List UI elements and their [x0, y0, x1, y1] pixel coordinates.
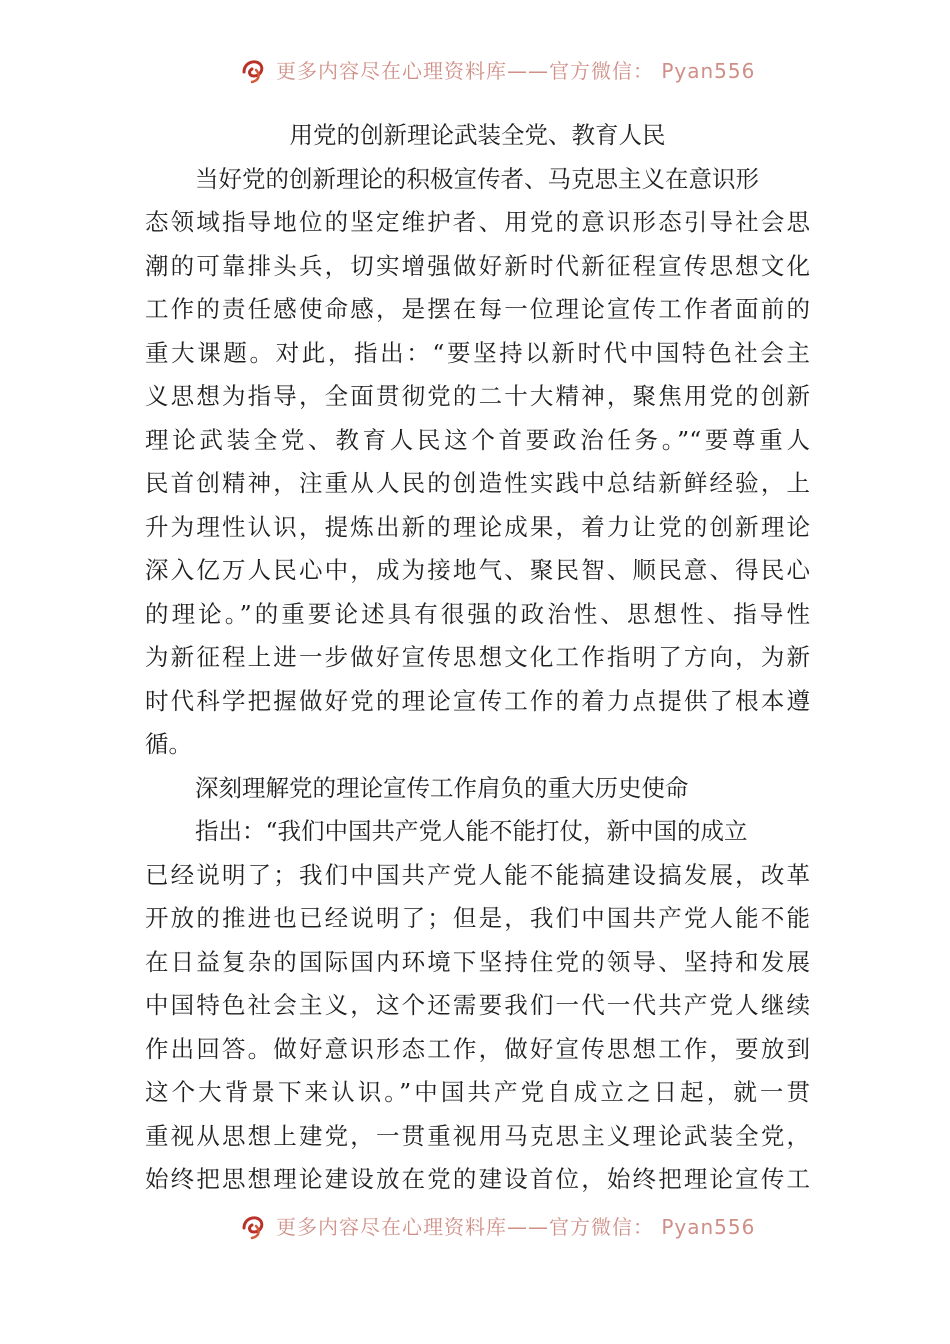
paragraph-first-line: 当好党的创新理论的积极宣传者、马克思主义在意识形 — [195, 164, 759, 193]
text-line: 作出回答。做好意识形态工作，做好宣传思想工作，要放到 — [145, 1034, 810, 1063]
text-line: 态领域指导地位的坚定维护者、用党的意识形态引导社会思 — [145, 208, 810, 236]
text-line: 义思想为指导，全面贯彻党的二十大精神，聚焦用党的创新 — [145, 382, 810, 410]
text-line: 升为理性认识，提炼出新的理论成果，着力让党的创新理论 — [145, 512, 810, 541]
text-line: 重视从思想上建党，一贯重视用马克思主义理论武装全党， — [145, 1121, 810, 1150]
footer-watermark — [0, 1208, 950, 1242]
text-line: 深入亿万人民心中，成为接地气、聚民智、顺民意、得民心 — [145, 556, 810, 584]
text-line: 为新征程上进一步做好宣传思想文化工作指明了方向，为新 — [145, 643, 810, 671]
text-line: 时代科学把握做好党的理论宣传工作的着力点提供了根本遵 — [145, 686, 810, 715]
text-line: 循。 — [145, 730, 192, 758]
text-line: 工作的责任感使命感，是摆在每一位理论宣传工作者面前的 — [145, 295, 810, 323]
text-line: 中国特色社会主义，这个还需要我们一代一代共产党人继续 — [145, 991, 810, 1019]
watermark-text: 更多内容尽在心理资料库——官方微信： Pyan556 — [276, 58, 756, 83]
paragraph-first-line: 深刻理解党的理论宣传工作肩负的重大历史使命 — [195, 773, 689, 802]
text-line: 开放的推进也已经说明了；但是，我们中国共产党人能不能 — [145, 904, 810, 932]
text-line: 潮的可靠排头兵，切实增强做好新时代新征程宣传思想文化 — [145, 251, 810, 280]
brand-logo-icon — [238, 54, 268, 84]
text-line: 这个大背景下来认识。”中国共产党自成立之日起，就一贯 — [145, 1078, 810, 1106]
paragraph-first-line: 指出：“我们中国共产党人能不能打仗，新中国的成立 — [195, 817, 748, 845]
text-line: 的理论。”的重要论述具有很强的政治性、思想性、指导性 — [145, 599, 810, 628]
document-title: 用党的创新理论武装全党、教育人民 — [289, 121, 666, 149]
brand-logo-icon — [238, 1210, 268, 1240]
watermark-text: 更多内容尽在心理资料库——官方微信： Pyan556 — [276, 1214, 756, 1239]
document-body — [145, 114, 810, 1202]
text-line: 理论武装全党、教育人民这个首要政治任务。”“要尊重人 — [145, 425, 810, 454]
header-watermark — [0, 52, 950, 86]
text-line: 已经说明了；我们中国共产党人能不能搞建设搞发展，改革 — [145, 860, 810, 889]
text-line: 在日益复杂的国际国内环境下坚持住党的领导、坚持和发展 — [145, 947, 810, 976]
text-line: 民首创精神，注重从人民的创造性实践中总结新鲜经验，上 — [145, 469, 810, 497]
text-line: 重大课题。对此，指出：“要坚持以新时代中国特色社会主 — [145, 338, 810, 367]
text-line: 始终把思想理论建设放在党的建设首位，始终把理论宣传工 — [145, 1165, 810, 1193]
